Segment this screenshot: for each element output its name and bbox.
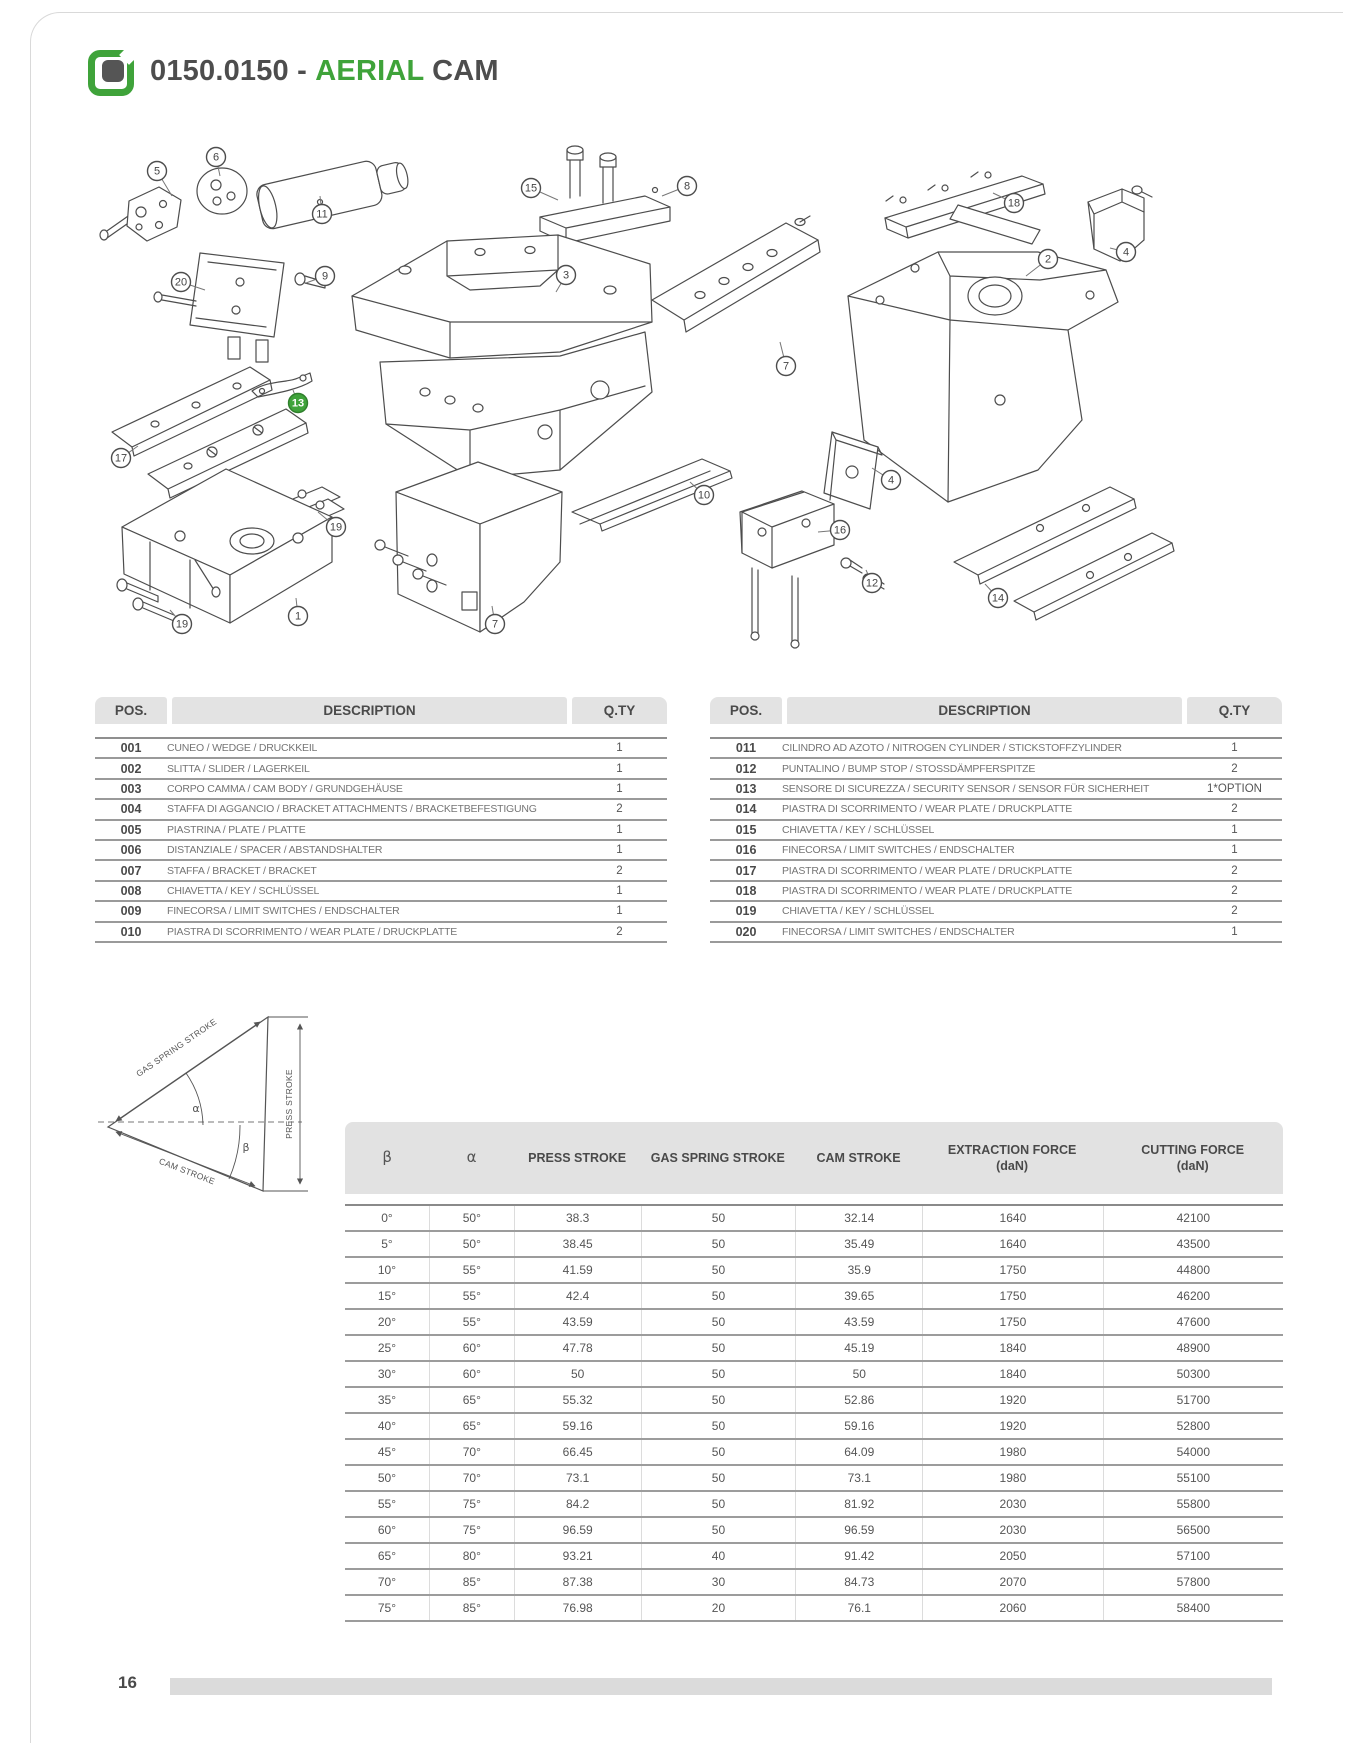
svg-text:11: 11 — [316, 208, 328, 221]
part-description: FINECORSA / LIMIT SWITCHES / ENDSCHALTER — [782, 844, 1015, 857]
stroke-cell: 40° — [377, 1419, 397, 1433]
stroke-table-row — [345, 1336, 1283, 1362]
parts-table-row — [95, 923, 667, 943]
stroke-data-table — [345, 1122, 1283, 1622]
part-qty: 1 — [616, 782, 623, 795]
part-qty: 2 — [1231, 864, 1238, 877]
svg-text:14: 14 — [991, 592, 1005, 605]
page-number: 16 — [118, 1673, 137, 1692]
stroke-column-header: CAM STROKE — [816, 1150, 901, 1165]
stroke-cell: 50 — [641, 1258, 796, 1282]
stroke-cell: 65° — [429, 1414, 514, 1438]
cam-stroke-label: CAM STROKE — [157, 1155, 217, 1187]
stroke-cell: 47600 — [1103, 1310, 1283, 1334]
part-description: CORPO CAMMA / CAM BODY / GRUNDGEHÄUSE — [167, 782, 403, 795]
stroke-cell: 50 — [641, 1310, 796, 1334]
svg-text:16: 16 — [833, 524, 847, 537]
stroke-cell: 41.59 — [514, 1258, 641, 1282]
part-description: FINECORSA / LIMIT SWITCHES / ENDSCHALTER — [167, 905, 400, 918]
stroke-cell: 35.9 — [795, 1258, 922, 1282]
stroke-cell: 55° — [429, 1310, 514, 1334]
part-description: CILINDRO AD AZOTO / NITROGEN CYLINDER / STICKSTOFFZYLINDER — [782, 742, 1122, 755]
part-qty: 1 — [616, 884, 623, 897]
stroke-table-row — [345, 1362, 1283, 1388]
stroke-cell: 65° — [429, 1388, 514, 1412]
stroke-cell: 0° — [381, 1211, 393, 1225]
stroke-cell: 55° — [429, 1258, 514, 1282]
brand-logo-icon — [88, 50, 134, 96]
stroke-cell: 2030 — [922, 1492, 1102, 1516]
svg-text:7: 7 — [782, 360, 790, 373]
stroke-table-row — [345, 1310, 1283, 1336]
stroke-cell: 1920 — [922, 1388, 1102, 1412]
svg-text:5: 5 — [153, 165, 161, 178]
part-pos: 018 — [735, 883, 757, 898]
stroke-cell: 65° — [377, 1549, 397, 1563]
part-qty: 2 — [1231, 803, 1238, 816]
stroke-cell: 60° — [429, 1336, 514, 1360]
parts-table-row — [95, 861, 667, 881]
stroke-cell: 75° — [429, 1492, 514, 1516]
stroke-cell: 32.14 — [795, 1206, 922, 1230]
stroke-cell: 2050 — [922, 1544, 1102, 1568]
stroke-table-row — [345, 1284, 1283, 1310]
exploded-parts-drawing — [100, 146, 1174, 648]
footer-bar — [170, 1678, 1272, 1695]
stroke-cell: 70° — [377, 1575, 397, 1589]
part-qty: 1 — [1231, 823, 1238, 836]
part-qty: 1 — [1231, 925, 1238, 938]
stroke-cell: 1840 — [922, 1362, 1102, 1386]
part-description: SENSORE DI SICUREZZA / SECURITY SENSOR / SENSOR FÜR SICHERHEIT — [782, 782, 1150, 795]
parts-table-row — [710, 821, 1282, 841]
description-header: DESCRIPTION — [172, 697, 567, 724]
stroke-cell: 10° — [377, 1263, 397, 1277]
part-cam-body — [352, 235, 652, 478]
stroke-cell: 50 — [641, 1206, 796, 1230]
part-pos: 004 — [120, 802, 142, 817]
stroke-cell: 50 — [641, 1492, 796, 1516]
part-key-bar — [540, 146, 670, 243]
stroke-cell: 43.59 — [795, 1310, 922, 1334]
stroke-cell: 55800 — [1103, 1492, 1283, 1516]
beta-label: β — [242, 1141, 250, 1154]
stroke-table-row — [345, 1596, 1283, 1622]
parts-table-header — [95, 697, 667, 724]
stroke-cell: 35.49 — [795, 1232, 922, 1256]
stroke-cell: 1750 — [922, 1284, 1102, 1308]
stroke-cell: 48900 — [1103, 1336, 1283, 1360]
stroke-cell: 42.4 — [514, 1284, 641, 1308]
stroke-cell: 85° — [429, 1596, 514, 1620]
stroke-cell: 1640 — [922, 1206, 1102, 1230]
svg-text:8: 8 — [683, 180, 691, 193]
parts-table-row — [710, 841, 1282, 861]
stroke-cell: 96.59 — [795, 1518, 922, 1542]
part-qty: 2 — [1231, 905, 1238, 918]
part-description: PUNTALINO / BUMP STOP / STOSSDÄMPFERSPITZE — [782, 762, 1036, 775]
stroke-cell: 40 — [641, 1544, 796, 1568]
svg-text:10: 10 — [697, 489, 711, 502]
stroke-cell: 50 — [641, 1414, 796, 1438]
stroke-cell: 45.19 — [795, 1336, 922, 1360]
part-slider-block — [375, 462, 562, 632]
part-pos: 013 — [735, 781, 757, 796]
part-pos: 006 — [120, 843, 142, 858]
parts-table-body — [95, 737, 667, 943]
stroke-cell: 50300 — [1103, 1362, 1283, 1386]
stroke-cell: 87.38 — [514, 1570, 641, 1594]
parts-table-left — [95, 697, 667, 943]
stroke-cell: 76.1 — [795, 1596, 922, 1620]
svg-text:18: 18 — [1007, 197, 1021, 210]
parts-table-row — [95, 759, 667, 779]
pos-header: POS. — [95, 697, 167, 724]
stroke-table-row — [345, 1388, 1283, 1414]
stroke-cell: 44800 — [1103, 1258, 1283, 1282]
stroke-cell: 50° — [429, 1206, 514, 1230]
description-header: DESCRIPTION — [787, 697, 1182, 724]
part-description: SLITTA / SLIDER / LAGERKEIL — [167, 762, 310, 775]
part-description: STAFFA DI AGGANCIO / BRACKET ATTACHMENTS / BRACKETBEFESTIGUNG — [167, 803, 537, 816]
part-description: PIASTRA DI SCORRIMENTO / WEAR PLATE / DRUCKPLATTE — [167, 925, 458, 938]
svg-text:6: 6 — [212, 151, 220, 164]
stroke-cell: 50° — [377, 1471, 397, 1485]
alpha-arc — [186, 1073, 203, 1125]
pos-header: POS. — [710, 697, 782, 724]
part-switch-plate — [154, 253, 284, 362]
stroke-cell: 84.2 — [514, 1492, 641, 1516]
stroke-cell: 91.42 — [795, 1544, 922, 1568]
stroke-column-header: CUTTING FORCE (daN) — [1141, 1142, 1245, 1173]
svg-text:20: 20 — [174, 276, 188, 289]
part-housing — [848, 252, 1118, 502]
part-pos: 009 — [120, 904, 142, 919]
part-pos: 020 — [735, 924, 757, 939]
stroke-cell: 70° — [429, 1466, 514, 1490]
gas-spring-stroke-label: GAS SPRING STROKE — [134, 1016, 219, 1079]
stroke-cell: 55100 — [1103, 1466, 1283, 1490]
stroke-cell: 57100 — [1103, 1544, 1283, 1568]
stroke-cell: 1640 — [922, 1232, 1102, 1256]
stroke-cell: 70° — [429, 1440, 514, 1464]
stroke-cell: 1840 — [922, 1336, 1102, 1360]
svg-text:9: 9 — [321, 270, 329, 283]
parts-table-row — [710, 923, 1282, 943]
stroke-cell: 50 — [641, 1388, 796, 1412]
part-pos: 011 — [735, 741, 757, 756]
part-wear-plates — [954, 487, 1174, 620]
part-pos: 016 — [735, 843, 757, 858]
stroke-column-header: EXTRACTION FORCE (daN) — [947, 1142, 1077, 1173]
stroke-cell: 52.86 — [795, 1388, 922, 1412]
stroke-cell: 50 — [514, 1362, 641, 1386]
parts-table-row — [95, 800, 667, 820]
stroke-cell: 80° — [429, 1544, 514, 1568]
stroke-cell: 73.1 — [795, 1466, 922, 1490]
part-qty: 1 — [616, 742, 623, 755]
stroke-cell: 50 — [641, 1440, 796, 1464]
part-pos: 012 — [735, 761, 757, 776]
part-pos: 017 — [735, 863, 757, 878]
svg-text:1: 1 — [294, 610, 302, 623]
stroke-cell: 59.16 — [514, 1414, 641, 1438]
part-description: STAFFA / BRACKET / BRACKET — [167, 864, 317, 877]
stroke-angle-diagram — [90, 1000, 350, 1220]
part-description: PIASTRA DI SCORRIMENTO / WEAR PLATE / DRUCKPLATTE — [782, 884, 1073, 897]
stroke-table-row — [345, 1466, 1283, 1492]
parts-table-row — [95, 902, 667, 922]
stroke-cell: 45° — [377, 1445, 397, 1459]
svg-text:4: 4 — [1122, 246, 1130, 259]
qty-header: Q.TY — [572, 697, 667, 724]
part-pos: 014 — [735, 802, 757, 817]
part-qty: 1 — [616, 823, 623, 836]
part-qty: 2 — [616, 925, 623, 938]
stroke-table-row — [345, 1570, 1283, 1596]
parts-table-row — [95, 841, 667, 861]
alpha-label: α — [192, 1102, 200, 1115]
svg-text:19: 19 — [329, 521, 343, 534]
stroke-cell: 1980 — [922, 1466, 1102, 1490]
part-bracket-plate — [652, 216, 820, 332]
stroke-cell: 50 — [641, 1336, 796, 1360]
svg-text:7: 7 — [491, 618, 499, 631]
stroke-table-header — [345, 1122, 1283, 1194]
part-description: CHIAVETTA / KEY / SCHLÜSSEL — [782, 905, 935, 918]
stroke-cell: 50 — [641, 1518, 796, 1542]
stroke-cell: 43.59 — [514, 1310, 641, 1334]
part-flange — [100, 187, 181, 241]
part-qty: 1*OPTION — [1207, 782, 1262, 795]
stroke-cell: 50 — [641, 1284, 796, 1308]
cam-stroke-dimension — [116, 1132, 255, 1186]
stroke-column-header: β — [382, 1148, 392, 1167]
part-qty: 2 — [1231, 884, 1238, 897]
parts-table-row — [710, 739, 1282, 759]
svg-text:15: 15 — [524, 182, 538, 195]
part-description: CUNEO / WEDGE / DRUCKKEIL — [167, 742, 318, 755]
stroke-cell: 64.09 — [795, 1440, 922, 1464]
part-qty: 2 — [616, 864, 623, 877]
part-qty: 2 — [1231, 762, 1238, 775]
stroke-cell: 35° — [377, 1393, 397, 1407]
stroke-cell: 20 — [641, 1596, 796, 1620]
part-pos: 010 — [120, 924, 142, 939]
parts-table-row — [710, 759, 1282, 779]
svg-text:19: 19 — [175, 618, 189, 631]
stroke-cell: 2060 — [922, 1596, 1102, 1620]
stroke-column-header: α — [466, 1148, 477, 1167]
parts-table-row — [95, 882, 667, 902]
stroke-cell: 42100 — [1103, 1206, 1283, 1230]
stroke-cell: 59.16 — [795, 1414, 922, 1438]
stroke-cell: 73.1 — [514, 1466, 641, 1490]
stroke-cell: 2070 — [922, 1570, 1102, 1594]
product-name: CAM — [423, 55, 499, 87]
product-code: 0150.0150 - — [150, 55, 316, 87]
parts-table-row — [95, 739, 667, 759]
exploded-diagram — [0, 128, 1359, 663]
part-qty: 2 — [616, 803, 623, 816]
part-pos: 015 — [735, 822, 757, 837]
stroke-table-row — [345, 1492, 1283, 1518]
part-disc — [197, 168, 247, 214]
press-stroke-label: PRESS STROKE — [284, 1069, 294, 1139]
logo-square — [102, 60, 124, 82]
stroke-table-row — [345, 1414, 1283, 1440]
part-qty: 1 — [616, 844, 623, 857]
stroke-cell: 54000 — [1103, 1440, 1283, 1464]
stroke-table-row — [345, 1232, 1283, 1258]
stroke-cell: 55.32 — [514, 1388, 641, 1412]
part-qty: 1 — [616, 905, 623, 918]
parts-table-row — [710, 902, 1282, 922]
part-description: CHIAVETTA / KEY / SCHLÜSSEL — [167, 884, 320, 897]
product-name-highlight: AERIAL — [315, 55, 424, 87]
stroke-cell: 52800 — [1103, 1414, 1283, 1438]
svg-text:12: 12 — [865, 577, 879, 590]
part-qty: 1 — [1231, 844, 1238, 857]
part-pos: 001 — [120, 741, 142, 756]
stroke-cell: 75° — [429, 1518, 514, 1542]
part-pos: 003 — [120, 781, 142, 796]
parts-table-header — [710, 697, 1282, 724]
stroke-cell: 84.73 — [795, 1570, 922, 1594]
stroke-table-row — [345, 1518, 1283, 1544]
parts-table-row — [710, 780, 1282, 800]
stroke-table-row — [345, 1206, 1283, 1232]
svg-text:17: 17 — [114, 452, 128, 465]
parts-table-row — [95, 780, 667, 800]
beta-arc — [229, 1125, 240, 1179]
stroke-cell: 55° — [429, 1284, 514, 1308]
stroke-cell: 96.59 — [514, 1518, 641, 1542]
parts-table-right — [710, 697, 1282, 943]
stroke-cell: 38.3 — [514, 1206, 641, 1230]
stroke-cell: 50 — [641, 1362, 796, 1386]
qty-header: Q.TY — [1187, 697, 1282, 724]
stroke-column-header: PRESS STROKE — [528, 1150, 627, 1165]
svg-text:3: 3 — [562, 269, 570, 282]
stroke-cell: 15° — [377, 1289, 397, 1303]
stroke-cell: 57800 — [1103, 1570, 1283, 1594]
stroke-cell: 20° — [377, 1315, 397, 1329]
svg-text:13: 13 — [291, 397, 305, 410]
stroke-cell: 75° — [377, 1601, 397, 1615]
stroke-cell: 5° — [381, 1237, 393, 1251]
stroke-table-row — [345, 1440, 1283, 1466]
part-description: FINECORSA / LIMIT SWITCHES / ENDSCHALTER — [782, 925, 1015, 938]
parts-table-row — [710, 800, 1282, 820]
stroke-cell: 51700 — [1103, 1388, 1283, 1412]
stroke-cell: 30° — [377, 1367, 397, 1381]
stroke-cell: 50 — [641, 1232, 796, 1256]
part-pos: 019 — [735, 904, 757, 919]
stroke-cell: 1920 — [922, 1414, 1102, 1438]
parts-table-body — [710, 737, 1282, 943]
stroke-table-body — [345, 1204, 1283, 1622]
stroke-cell: 60° — [377, 1523, 397, 1537]
stroke-table-row — [345, 1258, 1283, 1284]
stroke-cell: 1750 — [922, 1258, 1102, 1282]
svg-text:4: 4 — [887, 474, 895, 487]
stroke-cell: 58400 — [1103, 1596, 1283, 1620]
stroke-cell: 43500 — [1103, 1232, 1283, 1256]
part-qty: 1 — [616, 762, 623, 775]
part-description: PIASTRA DI SCORRIMENTO / WEAR PLATE / DRUCKPLATTE — [782, 864, 1073, 877]
part-description: CHIAVETTA / KEY / SCHLÜSSEL — [782, 823, 935, 836]
page-title — [150, 55, 499, 88]
stroke-cell: 81.92 — [795, 1492, 922, 1516]
part-qty: 1 — [1231, 742, 1238, 755]
stroke-cell: 25° — [377, 1341, 397, 1355]
part-pos: 002 — [120, 761, 142, 776]
stroke-cell: 39.65 — [795, 1284, 922, 1308]
stroke-cell: 30 — [641, 1570, 796, 1594]
part-pos: 005 — [120, 822, 142, 837]
stroke-cell: 50 — [641, 1466, 796, 1490]
stroke-cell: 66.45 — [514, 1440, 641, 1464]
stroke-cell: 46200 — [1103, 1284, 1283, 1308]
stroke-column-header: GAS SPRING STROKE — [650, 1150, 785, 1165]
stroke-cell: 93.21 — [514, 1544, 641, 1568]
parts-table-row — [710, 882, 1282, 902]
stroke-cell: 50 — [795, 1362, 922, 1386]
stroke-cell: 2030 — [922, 1518, 1102, 1542]
part-description: PIASTRA DI SCORRIMENTO / WEAR PLATE / DRUCKPLATTE — [782, 803, 1073, 816]
stroke-cell: 47.78 — [514, 1336, 641, 1360]
part-description: DISTANZIALE / SPACER / ABSTANDSHALTER — [167, 844, 383, 857]
stroke-cell: 38.45 — [514, 1232, 641, 1256]
stroke-cell: 1750 — [922, 1310, 1102, 1334]
part-cylinder — [255, 153, 412, 231]
stroke-cell: 56500 — [1103, 1518, 1283, 1542]
stroke-cell: 50° — [429, 1232, 514, 1256]
stroke-cell: 1980 — [922, 1440, 1102, 1464]
parts-table-row — [710, 861, 1282, 881]
stroke-cell: 55° — [377, 1497, 397, 1511]
stroke-table-row — [345, 1544, 1283, 1570]
stroke-cell: 85° — [429, 1570, 514, 1594]
svg-text:2: 2 — [1044, 253, 1052, 266]
part-pos: 007 — [120, 863, 142, 878]
stroke-cell: 76.98 — [514, 1596, 641, 1620]
parts-table-row — [95, 821, 667, 841]
part-stud-bracket — [740, 491, 834, 648]
part-description: PIASTRINA / PLATE / PLATTE — [167, 823, 306, 836]
stroke-cell: 60° — [429, 1362, 514, 1386]
part-pos: 008 — [120, 883, 142, 898]
